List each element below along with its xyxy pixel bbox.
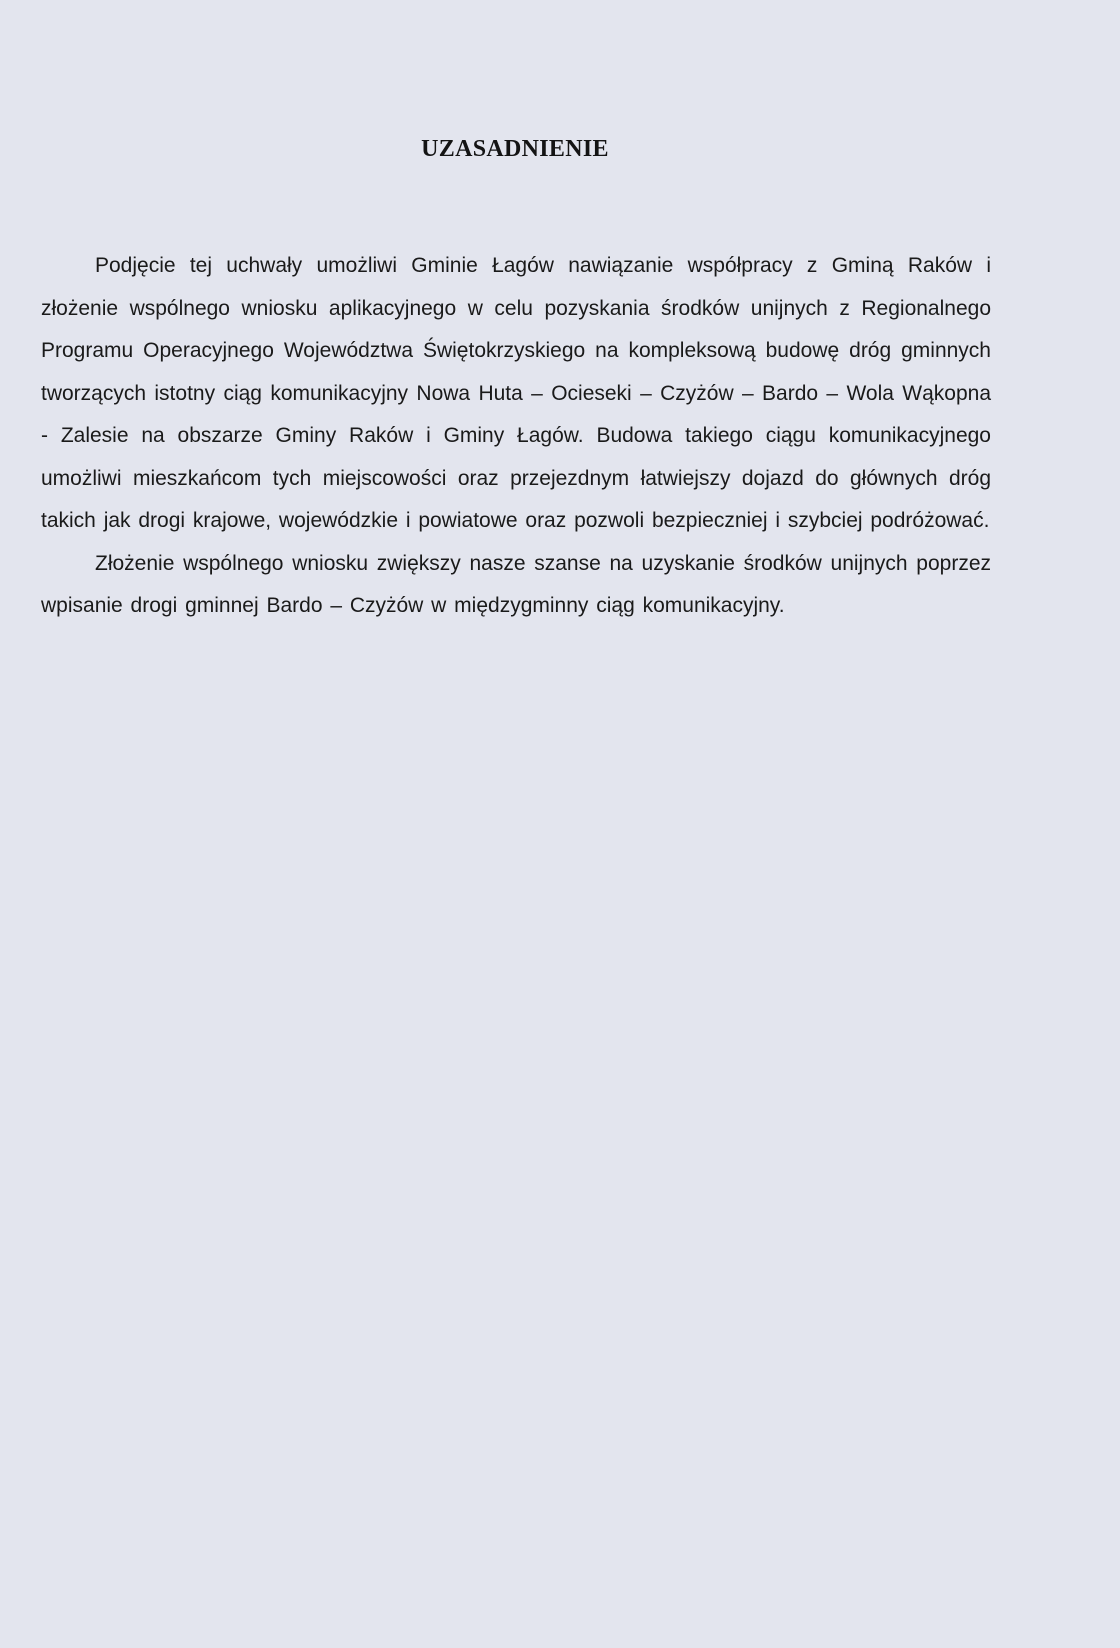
- paragraph-1: Podjęcie tej uchwały umożliwi Gminie Łagów nawiązanie współpracy z Gminą Raków i złożenie wspólnego wniosku aplikacyjnego w celu pozyskania środków unijnych z Regionalnego Programu Operacyjnego Województwa Świętokrzyskiego na kompleksową budowę dróg gminnych tworzących istotny ciąg komunikacyjny Nowa Huta – Ocieseki – Czyżów – Bardo – Wola Wąkopna - Zalesie na obszarze Gminy Raków i Gminy Łagów. Budowa takiego ciągu komunikacyjnego umożliwi mieszkańcom tych miejscowości oraz przejezdnym łatwiejszy dojazd do głównych dróg takich jak drogi krajowe, wojewódzkie i powiatowe oraz pozwoli bezpieczniej i szybciej podróżować.: [41, 254, 991, 532]
- paragraph-2: Złożenie wspólnego wniosku zwiększy nasze szanse na uzyskanie środków unijnych poprzez wpisanie drogi gminnej Bardo – Czyżów w międzygminny ciąg komunikacyjny.: [41, 551, 991, 617]
- document-body: [41, 245, 991, 628]
- document-title: UZASADNIENIE: [421, 136, 609, 162]
